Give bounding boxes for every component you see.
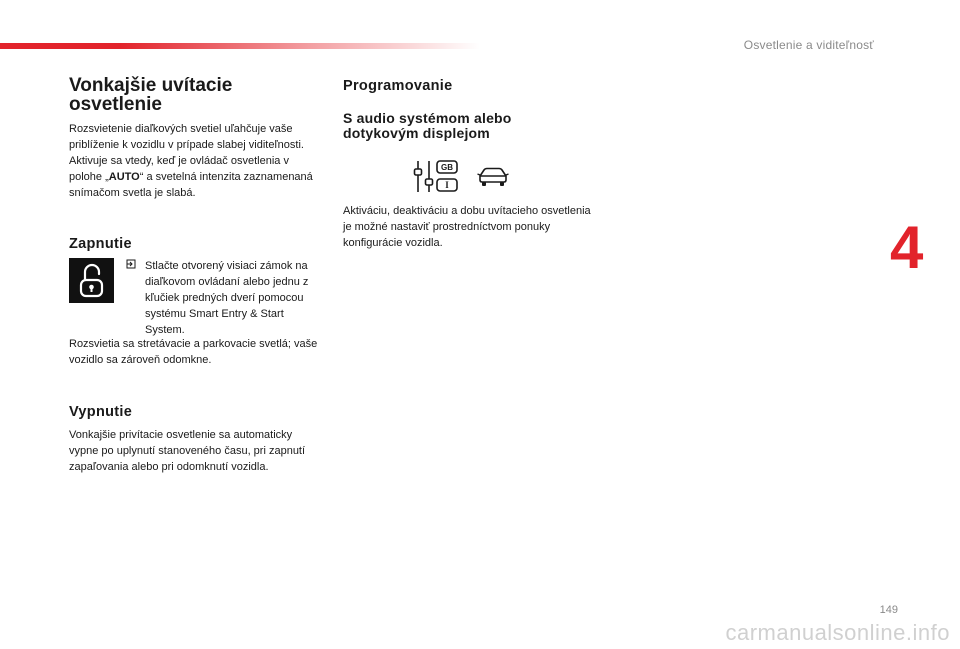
- zapnutie-result-text: Rozsvietia sa stretávacie a parkovacie svetlá; vaše vozidlo sa zároveň odomkne.: [69, 338, 318, 366]
- heading-zapnutie: Zapnutie: [69, 236, 132, 252]
- section-title: Osvetlenie a viditeľnosť: [743, 38, 874, 52]
- padlock-open-icon: [69, 258, 114, 303]
- watermark: carmanualsonline.info: [725, 620, 950, 645]
- intro-paragraph: Rozsvietenie diaľkových svetiel uľahčuje vaše priblíženie k vozidlu v prípade slabej viditeľnosti. Aktivuje sa vtedy, keď je ovládač osvetlenia v polohe „AUTO“ a svetelná intenzita zaznamenaná snímačom svetla je slabá.: [69, 123, 313, 199]
- subheading-audio: S audio systémom alebo dotykovým displejom: [343, 110, 512, 141]
- heading-programovanie: Programovanie: [343, 78, 453, 94]
- header-accent-bar: [0, 43, 480, 49]
- heading-vypnutie: Vypnutie: [69, 404, 133, 420]
- programovanie-text: Aktiváciu, deaktiváciu a dobu uvítacieho osvetlenia je možné nastaviť prostredníctvom ponuky konfigurácie vozidla.: [343, 205, 591, 249]
- chapter-number: 4: [890, 214, 924, 281]
- icon-badge-bottom: I: [445, 180, 449, 191]
- page-number: 149: [879, 604, 898, 616]
- bullet-arrow-icon: [126, 259, 136, 272]
- page-title: Vonkajšie uvítacie osvetlenie: [69, 75, 233, 115]
- zapnutie-bullet-text: Stlačte otvorený visiaci zámok na diaľkovom ovládaní alebo jednu z kľučiek predných dverí pomocou systému Smart Entry & Start System.: [145, 260, 309, 336]
- settings-sliders-icon: [412, 159, 460, 195]
- car-icon: [476, 165, 510, 189]
- icon-badge-top: GB: [441, 163, 453, 173]
- vypnutie-text: Vonkajšie privítacie osvetlenie sa automaticky vypne po uplynutí stanoveného času, pri zapnutí zapaľovania alebo pri odomknutí vozidla.: [69, 429, 306, 473]
